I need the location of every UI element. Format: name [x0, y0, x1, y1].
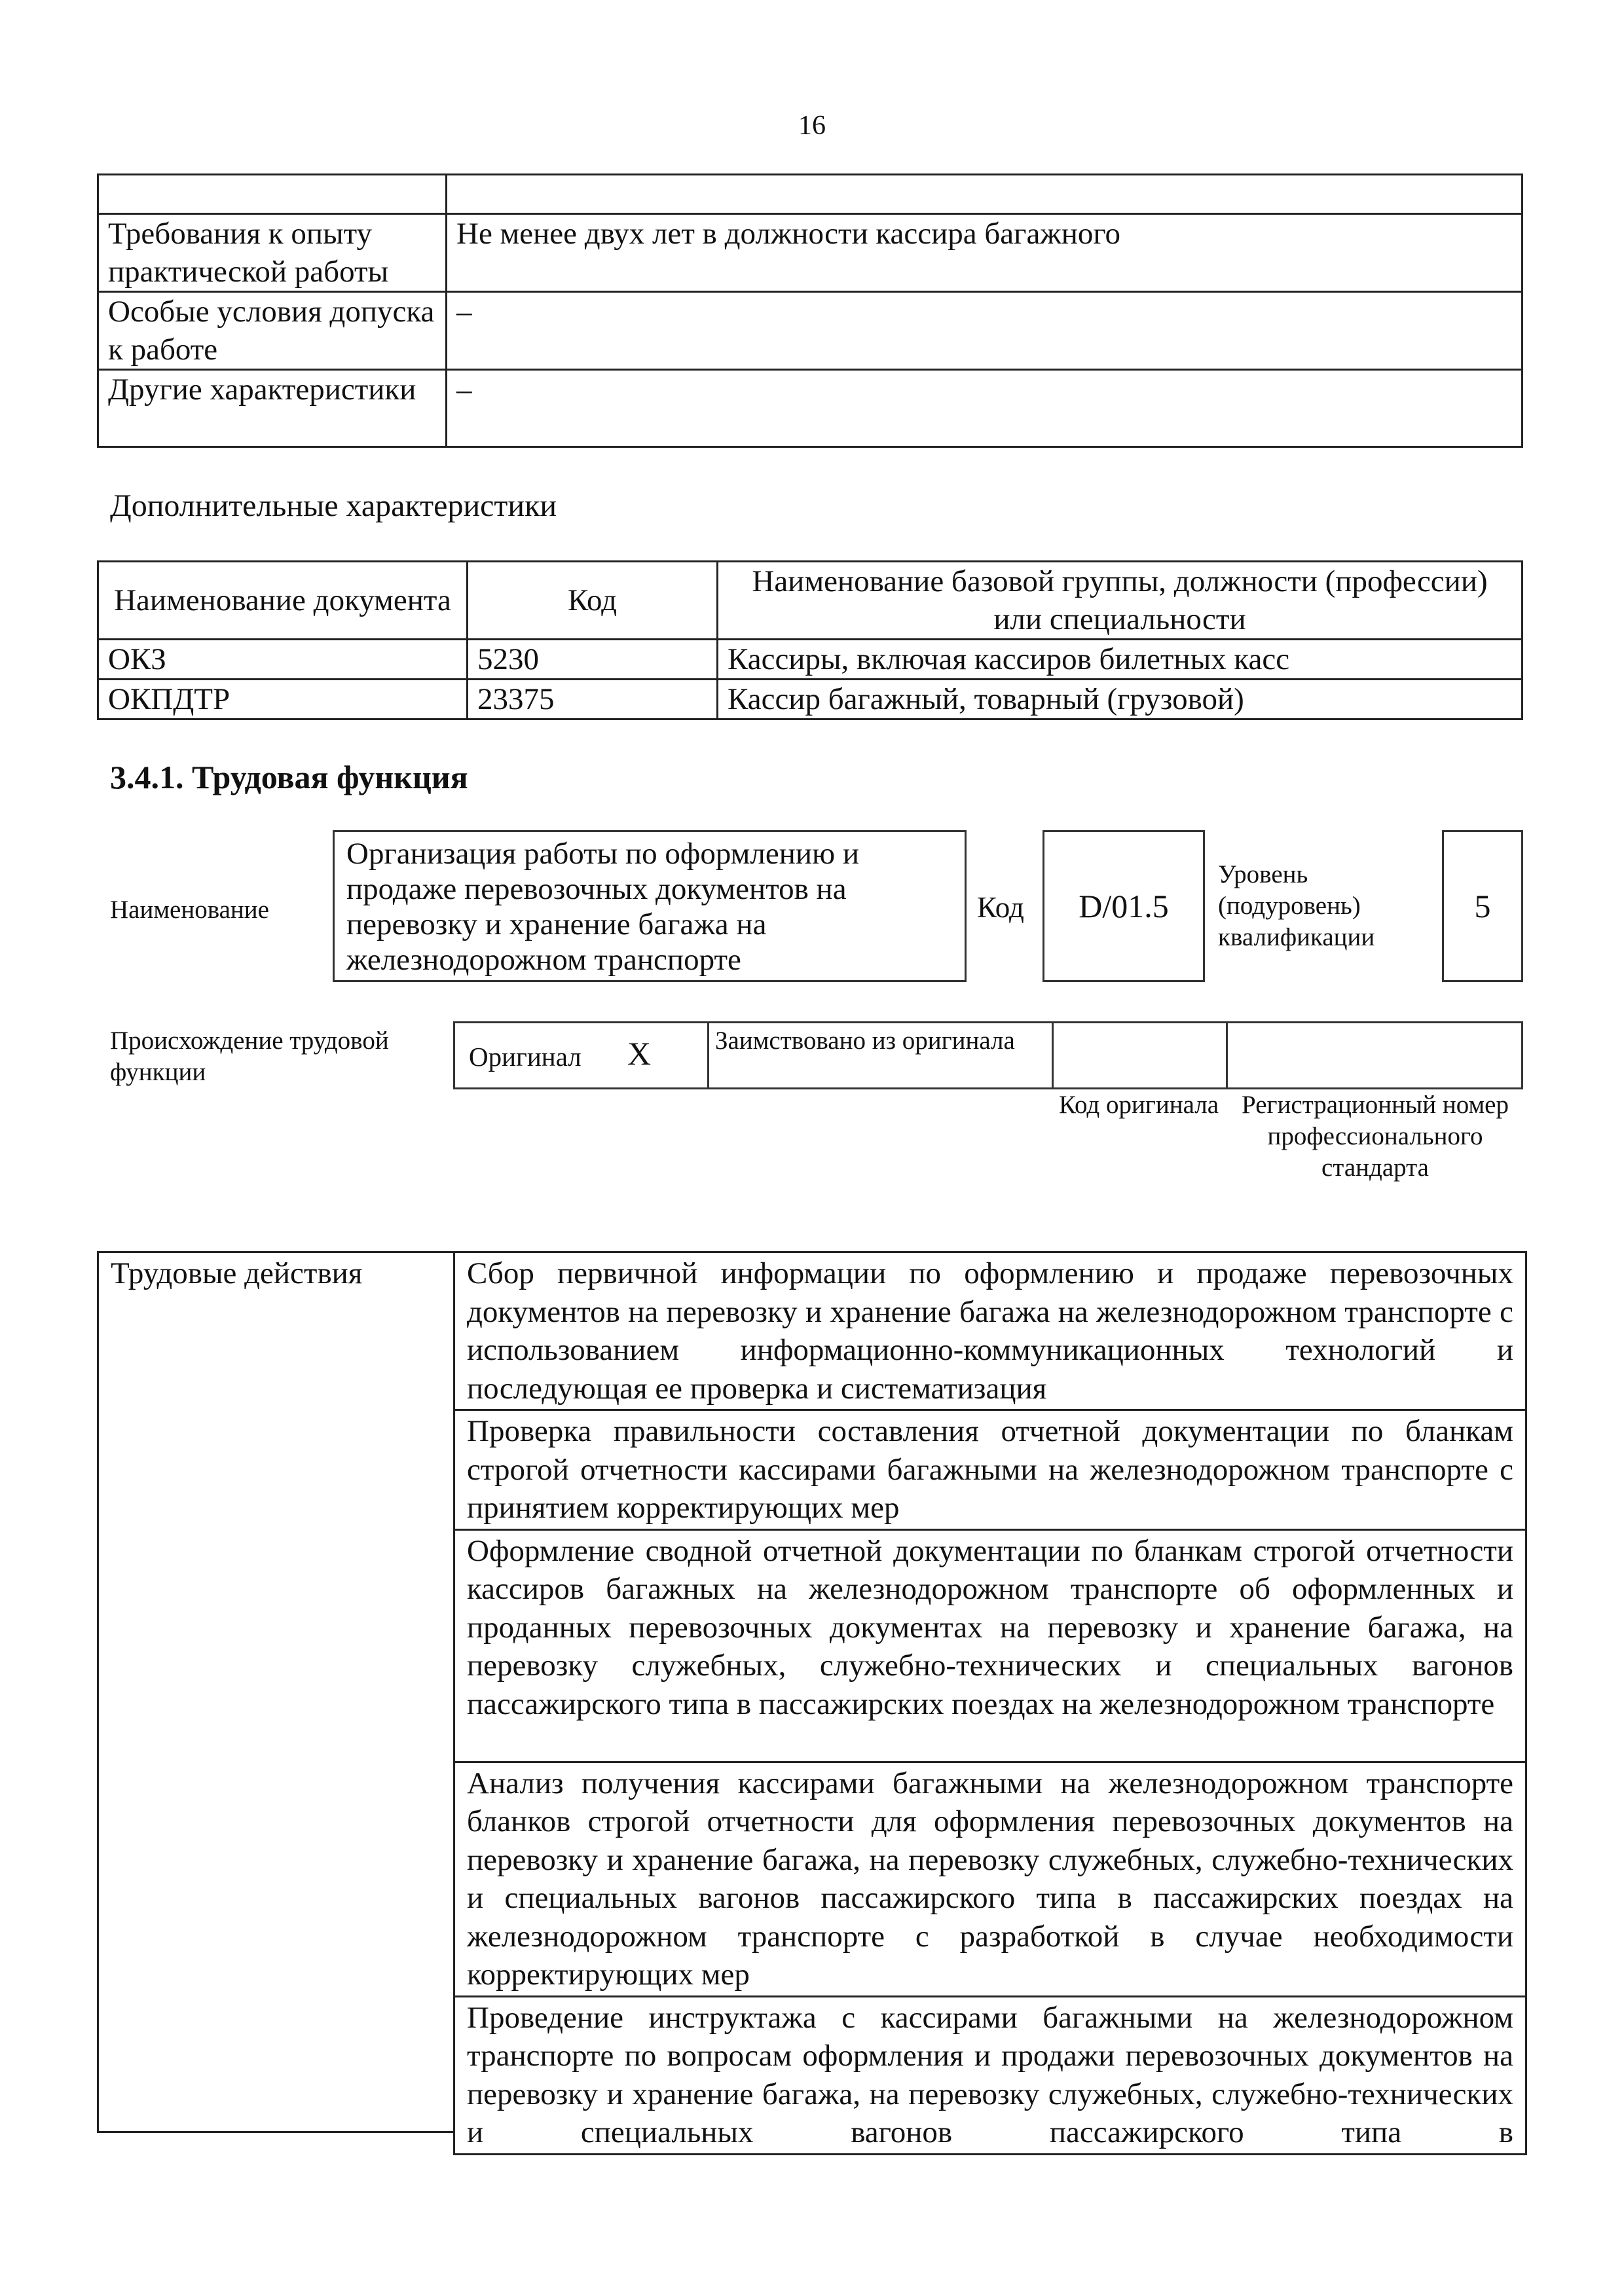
function-level-label: Уровень (подуровень) квалификации [1218, 860, 1375, 951]
req-label [98, 175, 447, 214]
table-row [98, 680, 1522, 720]
action-item: Проверка правильности составления отчетной документации по бланкам строгой отчетности кассирами багажными на железнодорожном транспорте с принятием корректирующих мер [454, 1410, 1526, 1530]
origin-original-label: Оригинал [469, 1042, 581, 1072]
cell-code: 5230 [468, 640, 718, 680]
header-document: Наименование документа [98, 562, 468, 640]
req-value: – [447, 292, 1522, 370]
origin-reg-caption: Регистрационный номер профессионального стандарта [1242, 1091, 1509, 1182]
action-item: Анализ получения кассирами багажными на железнодорожном транспорте бланков строгой отчетности для оформления перевозочных документов на перевозку и хранение багажа, на перевозку служебных, служебно-технических и специальных вагонов пассажирского типа в пассажирских поездах на железнодорожном транспорте с разработкой в случае необходимости корректирующих мер [454, 1762, 1526, 1996]
cell-code: 23375 [468, 680, 718, 720]
table-row [98, 292, 1522, 370]
function-code-label: Код [977, 891, 1024, 924]
function-name-label: Наименование [110, 896, 269, 924]
origin-divider [1052, 1021, 1054, 1089]
table-row [454, 1762, 1526, 1996]
origin-divider [1226, 1021, 1228, 1089]
table-row [454, 1529, 1526, 1762]
req-value [447, 175, 1522, 214]
cell-group: Кассиры, включая кассиров билетных касс [718, 640, 1522, 680]
header-group: Наименование базовой группы, должности (профессии) или специальности [718, 562, 1522, 640]
table-row [98, 640, 1522, 680]
header-code: Код [468, 562, 718, 640]
function-name-box [333, 830, 967, 982]
actions-table [453, 1251, 1527, 2155]
page-number: 16 [798, 111, 826, 141]
function-code-value: D/01.5 [1079, 888, 1169, 924]
extra-title: Дополнительные характеристики [110, 488, 557, 523]
req-label: Особые условия допуска к работе [98, 292, 447, 370]
req-value: Не менее двух лет в должности кассира багажного [447, 214, 1522, 292]
section-title: 3.4.1. Трудовая функция [110, 759, 468, 795]
table-row [98, 175, 1522, 214]
table-row [98, 370, 1522, 447]
extra-characteristics-table [97, 560, 1523, 720]
function-name-value: Организация работы по оформлению и продаже перевозочных документов на перевозку и хранение багажа на железнодорожном транспорте [346, 837, 860, 977]
function-level-value: 5 [1474, 888, 1491, 924]
table-header-row [98, 562, 1522, 640]
req-label: Другие характеристики [98, 370, 447, 447]
action-item: Оформление сводной отчетной документации по бланкам строгой отчетности кассиров багажных на железнодорожном транспорте об оформленных и проданных перевозочных документах на перевозку и хранение багажа, на перевозку служебных, служебно-технических и специальных вагонов пассажирского типа в пассажирских поездах на железнодорожном транспорте [454, 1529, 1526, 1762]
table-row [454, 1252, 1526, 1410]
origin-original-mark: X [627, 1035, 652, 1072]
origin-divider [707, 1021, 709, 1089]
actions-label: Трудовые действия [111, 1256, 363, 1290]
cell-document: ОКЗ [98, 640, 468, 680]
actions-label-cell [97, 1251, 453, 2133]
action-item: Проведение инструктажа с кассирами багажными на железнодорожном транспорте по вопросам оформления и продажи перевозочных документов на перевозку и хранение багажа, на перевозку служебных, служебно-технических и специальных вагонов пассажирского типа в [454, 1996, 1526, 2154]
requirements-table [97, 173, 1523, 448]
action-item: Сбор первичной информации по оформлению и продаже перевозочных документов на перевозку и хранение багажа на железнодорожном транспорте с использованием информационно-коммуникационных технологий и последующая ее проверка и систематизация [454, 1252, 1526, 1410]
cell-group: Кассир багажный, товарный (грузовой) [718, 680, 1522, 720]
req-label: Требования к опыту практической работы [98, 214, 447, 292]
function-code-box [1043, 830, 1205, 982]
table-row [98, 214, 1522, 292]
cell-document: ОКПДТР [98, 680, 468, 720]
table-row [454, 1996, 1526, 2154]
req-value: – [447, 370, 1522, 447]
origin-code-caption: Код оригинала [1058, 1091, 1219, 1119]
origin-borrowed-label: Заимствовано из оригинала [715, 1027, 1015, 1055]
origin-label: Происхождение трудовой функции [110, 1027, 389, 1086]
function-level-box [1442, 830, 1523, 982]
table-row [454, 1410, 1526, 1530]
